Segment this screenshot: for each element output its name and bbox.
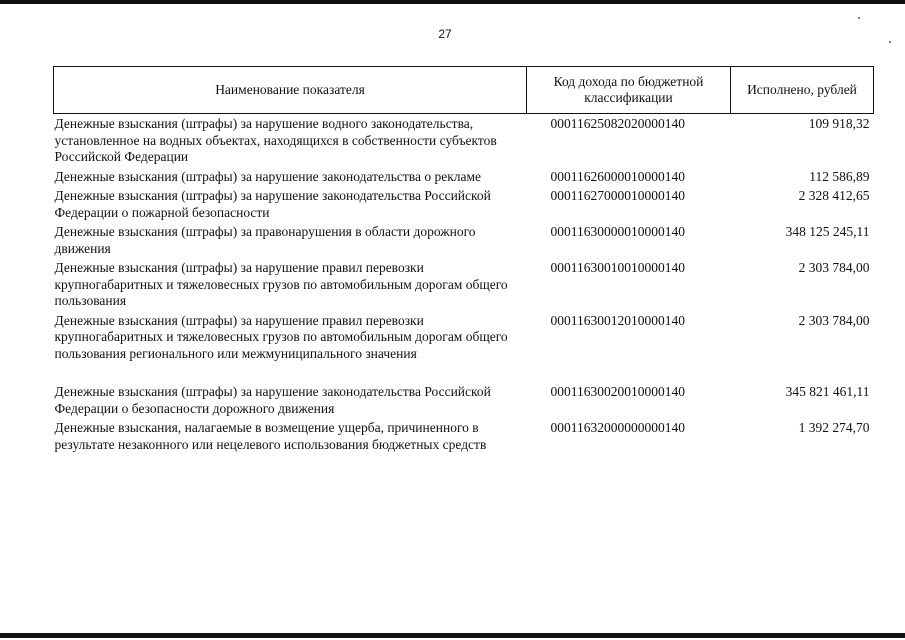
table-row	[54, 311, 874, 383]
row-amount: 348 125 245,11	[785, 224, 870, 239]
scan-speck	[889, 41, 891, 43]
table-row	[54, 382, 874, 418]
row-name: Денежные взыскания (штрафы) за нарушение правил перевозки крупногабаритных и тяжеловесных грузов по автомобильным дорогам общего пользования регионального или межмуниципального значения	[54, 312, 508, 361]
row-name: Денежные взыскания (штрафы) за правонарушения в области дорожного движения	[54, 224, 476, 256]
row-code: 00011630000010000140	[550, 224, 685, 239]
row-code: 00011627000010000140	[550, 188, 685, 203]
row-code: 00011630010010000140	[550, 260, 685, 275]
row-code: 00011630020010000140	[550, 384, 685, 399]
header-name: Наименование показателя	[54, 67, 527, 114]
row-name: Денежные взыскания, налагаемые в возмещение ущерба, причиненного в результате незаконного или нецелевого использования бюджетных средств	[54, 420, 487, 452]
row-name: Денежные взыскания (штрафы) за нарушение законодательства Российской Федерации о безопасности дорожного движения	[54, 384, 491, 416]
header-code: Код дохода по бюджетной классификации	[527, 67, 731, 114]
table-row	[54, 186, 874, 222]
page-number: 27	[438, 27, 452, 41]
table-row	[54, 167, 874, 187]
row-name: Денежные взыскания (штрафы) за нарушение водного законодательства, установленное на водных объектах, находящихся в собственности субъектов Российской Федерации	[54, 116, 497, 164]
row-code: 00011626000010000140	[550, 168, 685, 184]
row-code: 00011632000000000140	[550, 420, 685, 435]
table-row	[54, 114, 874, 167]
row-code: 00011630012010000140	[550, 312, 685, 328]
table-row	[54, 258, 874, 311]
scan-border-bottom	[0, 633, 905, 638]
table-row	[54, 418, 874, 454]
row-amount: 112 586,89	[809, 168, 870, 184]
row-name: Денежные взыскания (штрафы) за нарушение законодательства Российской Федерации о пожарной безопасности	[54, 188, 491, 220]
header-amount: Исполнено, рублей	[731, 67, 874, 114]
row-amount: 2 328 412,65	[798, 188, 870, 203]
row-amount: 2 303 784,00	[798, 312, 870, 328]
revenue-table	[53, 66, 874, 454]
scan-border-top	[0, 0, 905, 4]
table-header	[54, 67, 874, 114]
row-code: 00011625082020000140	[550, 116, 685, 131]
scan-speck	[858, 17, 860, 19]
row-name: Денежные взыскания (штрафы) за нарушение законодательства о рекламе	[54, 168, 482, 184]
row-amount: 345 821 461,11	[785, 384, 870, 399]
table-row	[54, 222, 874, 258]
row-amount: 109 918,32	[808, 116, 870, 131]
row-amount: 2 303 784,00	[798, 260, 870, 275]
row-amount: 1 392 274,70	[798, 420, 870, 435]
row-name: Денежные взыскания (штрафы) за нарушение правил перевозки крупногабаритных и тяжеловесных грузов по автомобильным дорогам общего пользования	[54, 260, 508, 308]
